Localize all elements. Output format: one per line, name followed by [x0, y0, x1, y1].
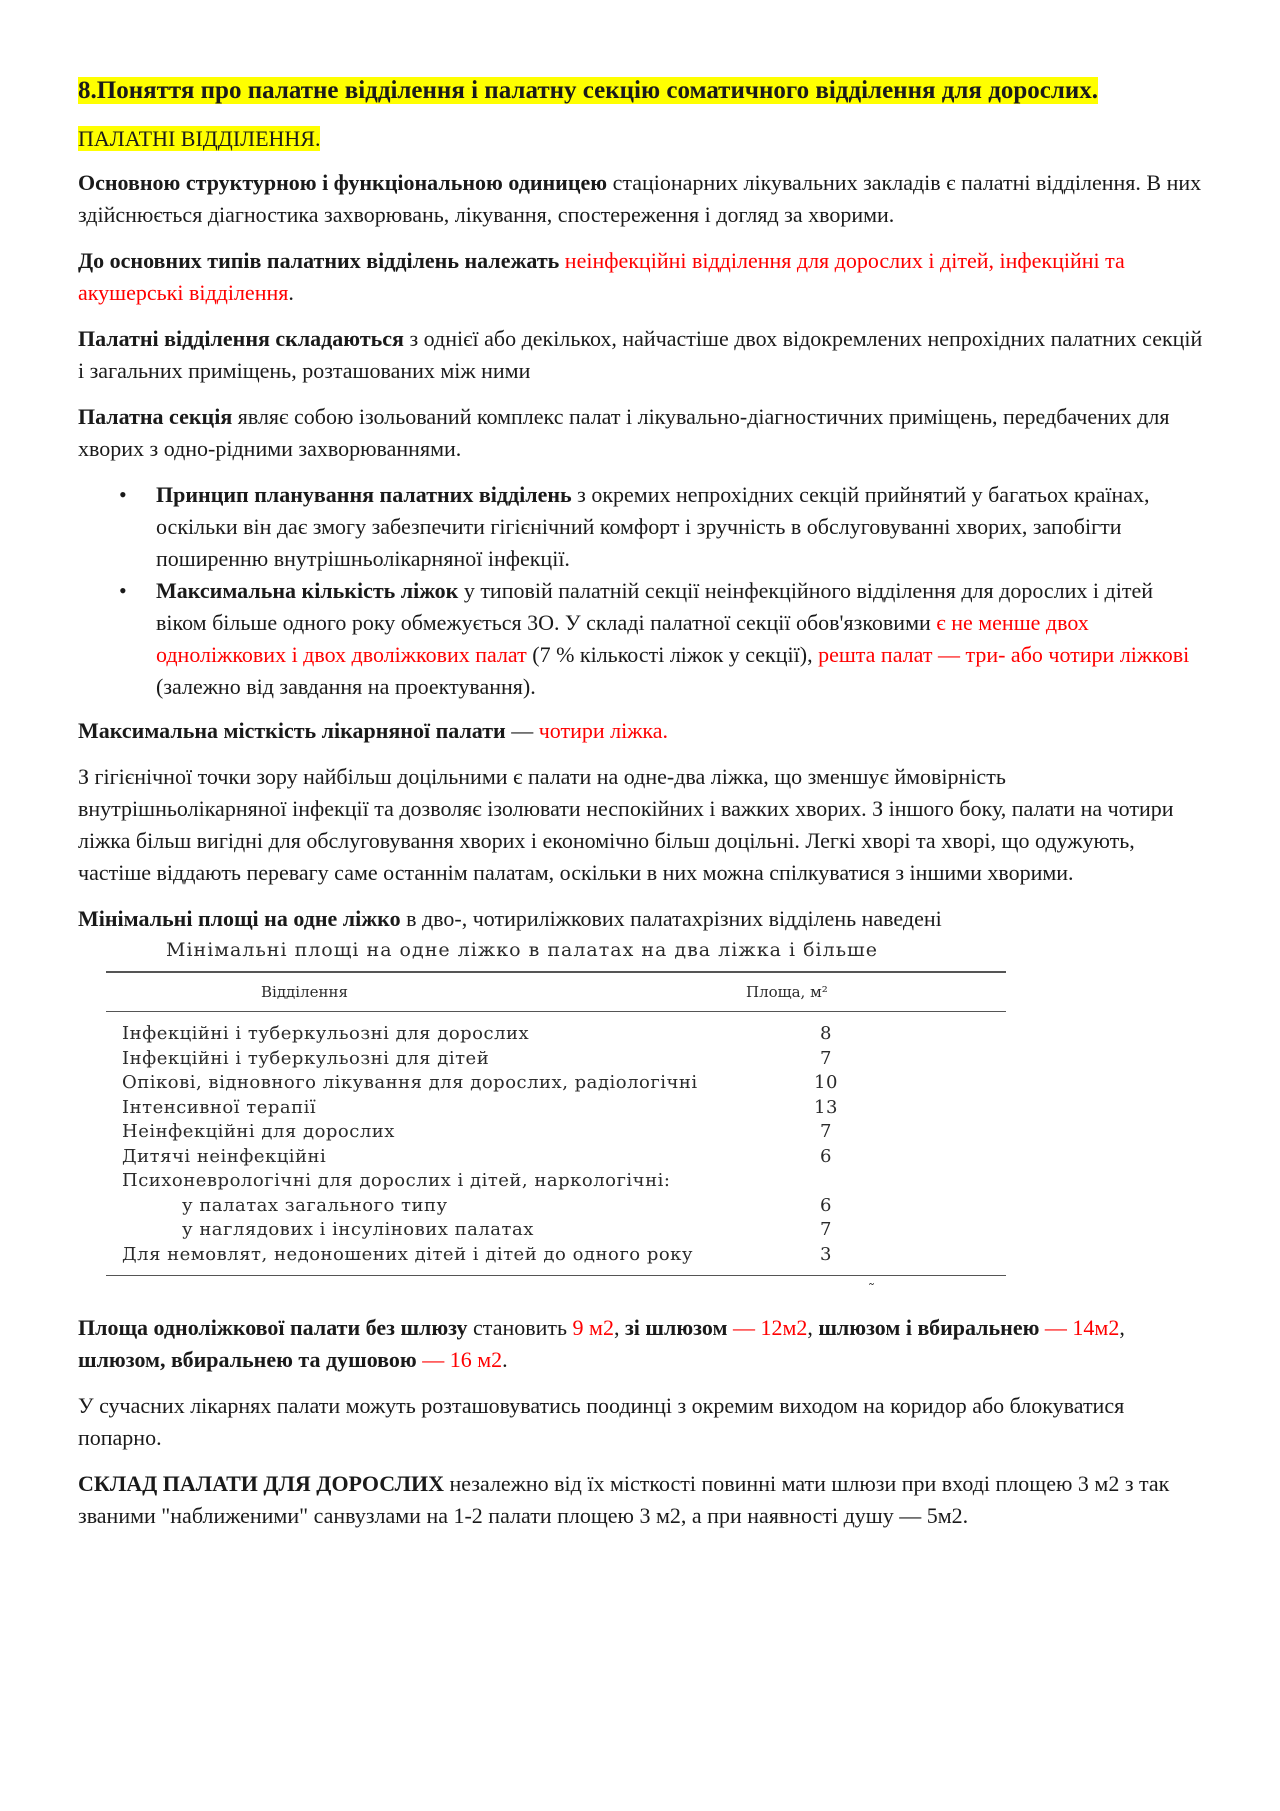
paragraph-bold-text: Площа одноліжкової палати без шлюзу: [78, 1315, 468, 1340]
table-cell-department: Опікові, відновного лікування для дорослих, радіологічні: [122, 1072, 698, 1093]
paragraph-bold-text: шлюзом і вбиральнею: [818, 1315, 1040, 1340]
table-header-row: [106, 973, 1006, 1011]
table-row: [106, 1120, 1006, 1145]
paragraph-text: незалежно від їх місткості повинні мати шлюзи при вході площею 3 м2 з так званими "наближеними" санвузлами на 1-2 палати площею 3 м2, а при наявності душу — 5м2.: [78, 1471, 1170, 1528]
list-item: [119, 479, 1208, 575]
list-item-bold-lead: Максимальна кількість ліжок: [156, 578, 459, 603]
paragraph-text: з однієї або декількох, найчастіше двох відокремлених непрохідних палатних секцій і загальних приміщень, розташованих між ними: [78, 326, 1203, 383]
table-cell-area: 3: [820, 1243, 832, 1265]
table-row: [106, 1071, 1006, 1096]
list-item-bold-lead: Принцип планування палатних відділень: [156, 482, 572, 507]
paragraph-text: стаціонарних лікувальних закладів є палатні відділення. В них здійснюється діагностика захворювань, лікування, спостереження і догляд за хворими.: [78, 170, 1202, 227]
list-item-red-text: решта палат — три- або чотири ліжкові: [818, 642, 1190, 667]
scan-artifact-mark: ˜: [868, 1282, 875, 1298]
paragraph-bold-lead: Максимальна місткість лікарняної палати: [78, 718, 506, 743]
table-row: [106, 1169, 1006, 1194]
paragraph-red-text: неінфекційні відділення для дорослих і дітей, інфекційні та акушерські відділення: [78, 248, 1125, 305]
bullet-icon: •: [119, 482, 127, 507]
list-item-text: (7 % кількості ліжок у секції),: [526, 642, 819, 667]
paragraph-red-text: — 12м2: [727, 1315, 808, 1340]
table-cell-area: 6: [820, 1194, 832, 1216]
table-cell-department: Для немовлят, недоношених дітей і дітей до одного року: [122, 1243, 694, 1265]
table-row: [106, 1096, 1006, 1121]
table-cell-department: Інтенсивної терапії: [122, 1096, 317, 1118]
paragraph-text: ,: [1119, 1315, 1125, 1340]
paragraph-bold-lead: До основних типів палатних відділень належать: [78, 248, 560, 273]
bullet-list: [78, 479, 1208, 703]
paragraph-text: становить: [467, 1315, 573, 1340]
paragraph-text: являє собою ізольований комплекс палат і лікувально-діагностичних приміщень, передбачених для хворих з одно-рідними захворюваннями.: [78, 404, 1170, 461]
paragraph-bold-lead: Палатна секція: [78, 404, 233, 429]
paragraph-bold-lead: Основною структурною і функціональною одиницею: [78, 170, 608, 195]
subheading-highlight: ПАЛАТНІ ВІДДІЛЕННЯ.: [78, 126, 321, 151]
paragraph-bold-lead: Мінімальні площі на одне ліжко: [78, 906, 401, 931]
paragraph-red-text: — 14м2: [1039, 1315, 1120, 1340]
paragraph-text: ,: [613, 1315, 625, 1340]
subheading: [78, 124, 1208, 154]
paragraph-red-text: чотири ліжка.: [538, 718, 669, 743]
paragraph-ward-section: [78, 401, 1208, 465]
paragraph-max-capacity: [78, 715, 1208, 747]
paragraph-text: в дво-, чотириліжкових палатахрізних відділень наведені: [400, 906, 942, 931]
table-title: Мінімальні площі на одне ліжко в палатах на два ліжка і більше: [166, 939, 878, 961]
table-header-department: Відділення: [261, 983, 348, 1001]
table-cell-area: 10: [814, 1072, 838, 1093]
paragraph-adult-ward-composition: [78, 1468, 1208, 1532]
paragraph-bold-text: шлюзом, вбиральнею та душовою: [78, 1347, 417, 1372]
section-heading: [78, 72, 1208, 110]
paragraph-modern-hospitals: У сучасних лікарнях палати можуть розташовуватись поодинці з окремим виходом на коридор або блокуватися попарно.: [78, 1393, 1125, 1450]
scanned-table-image: [106, 939, 1006, 1312]
table-header-area: Площа, м²: [746, 983, 828, 1001]
paragraph-bold-text: зі шлюзом: [624, 1315, 728, 1340]
paragraph-text: .: [288, 280, 294, 305]
paragraph-text: .: [502, 1347, 508, 1372]
table-cell-department: Інфекційні і туберкульозні для дітей: [122, 1047, 490, 1069]
table-cell-area: 7: [820, 1121, 832, 1142]
list-item-text: (залежно від завдання на проектування).: [156, 674, 536, 699]
paragraph-text: —: [505, 718, 539, 743]
table-row: [106, 1194, 1006, 1219]
paragraph-hygiene: З гігієнічної точки зору найбільш доцільними є палати на одне-два ліжка, що зменшує ймовірність внутрішньолікарняної інфекції та дозволяє ізолювати неспокійних і важких хворих. З іншого боку, палати на чотири ліжка більш вигідні для обслуговування хворих і економічно більш доцільні. Легкі хворі та хворі, що одужують, частіше віддають перевагу саме останнім палатам, оскільки в них можна спілкуватися з іншими хворими.: [78, 764, 1174, 885]
list-item-text: з окремих непрохідних секцій прийнятий у багатьох країнах, оскільки він дає змогу забезпечити гігієнічний комфорт і зручність в обслуговуванні хворих, запобігти поширенню внутрішньолікарняної інфекції.: [156, 482, 1150, 571]
paragraph-red-text: — 16 м2: [416, 1347, 503, 1372]
table-cell-area: 8: [820, 1023, 832, 1044]
heading-highlight: 8.Поняття про палатне відділення і палатну секцію соматичного відділення для дорослих.: [78, 77, 1099, 104]
paragraph-bold-lead: СКЛАД ПАЛАТИ ДЛЯ ДОРОСЛИХ: [78, 1471, 444, 1496]
table-cell-area: 7: [820, 1219, 832, 1240]
table-body: [106, 1012, 1006, 1275]
list-item-text: у типовій палатній секції неінфекційного відділення для дорослих і дітей віком більше одного року обмежується 3О. У складі палатної секції обов'язковими: [156, 578, 1153, 635]
list-item: [119, 575, 1208, 703]
table-cell-area: 13: [814, 1096, 838, 1118]
scan-artifact: [106, 1276, 1006, 1312]
table-row: [106, 1022, 1006, 1047]
table-row: [106, 1243, 1006, 1268]
table-cell-department: Інфекційні і туберкульозні для дорослих: [122, 1023, 530, 1044]
table-cell-area: 7: [820, 1047, 832, 1069]
table-cell-department: у наглядових і інсулінових палатах: [182, 1219, 534, 1240]
paragraph-department-types: [78, 245, 1208, 309]
table-cell-area: 6: [820, 1145, 832, 1167]
table-row: [106, 1145, 1006, 1170]
table-row: [106, 1047, 1006, 1072]
list-item-red-text: є не менше двох одноліжкових і двох дволіжкових палат: [156, 610, 1089, 667]
table-cell-department: у палатах загального типу: [182, 1194, 448, 1216]
table-row: [106, 1218, 1006, 1243]
table-cell-department: Неінфекційні для дорослих: [122, 1121, 395, 1142]
paragraph-single-ward-area: [78, 1312, 1208, 1376]
table-cell-department: Психоневрологічні для дорослих і дітей, наркологічні:: [122, 1170, 671, 1191]
bullet-icon: •: [119, 578, 127, 603]
table-cell-area: [796, 1169, 856, 1194]
paragraph-text: ,: [807, 1315, 819, 1340]
paragraph-structural-unit: [78, 167, 1208, 231]
paragraph-min-area: [78, 903, 1208, 935]
paragraph-bold-lead: Палатні відділення складаються: [78, 326, 404, 351]
paragraph-departments-consist: [78, 323, 1208, 387]
table-cell-department: Дитячі неінфекційні: [122, 1145, 327, 1167]
paragraph-red-text: 9 м2: [572, 1315, 614, 1340]
